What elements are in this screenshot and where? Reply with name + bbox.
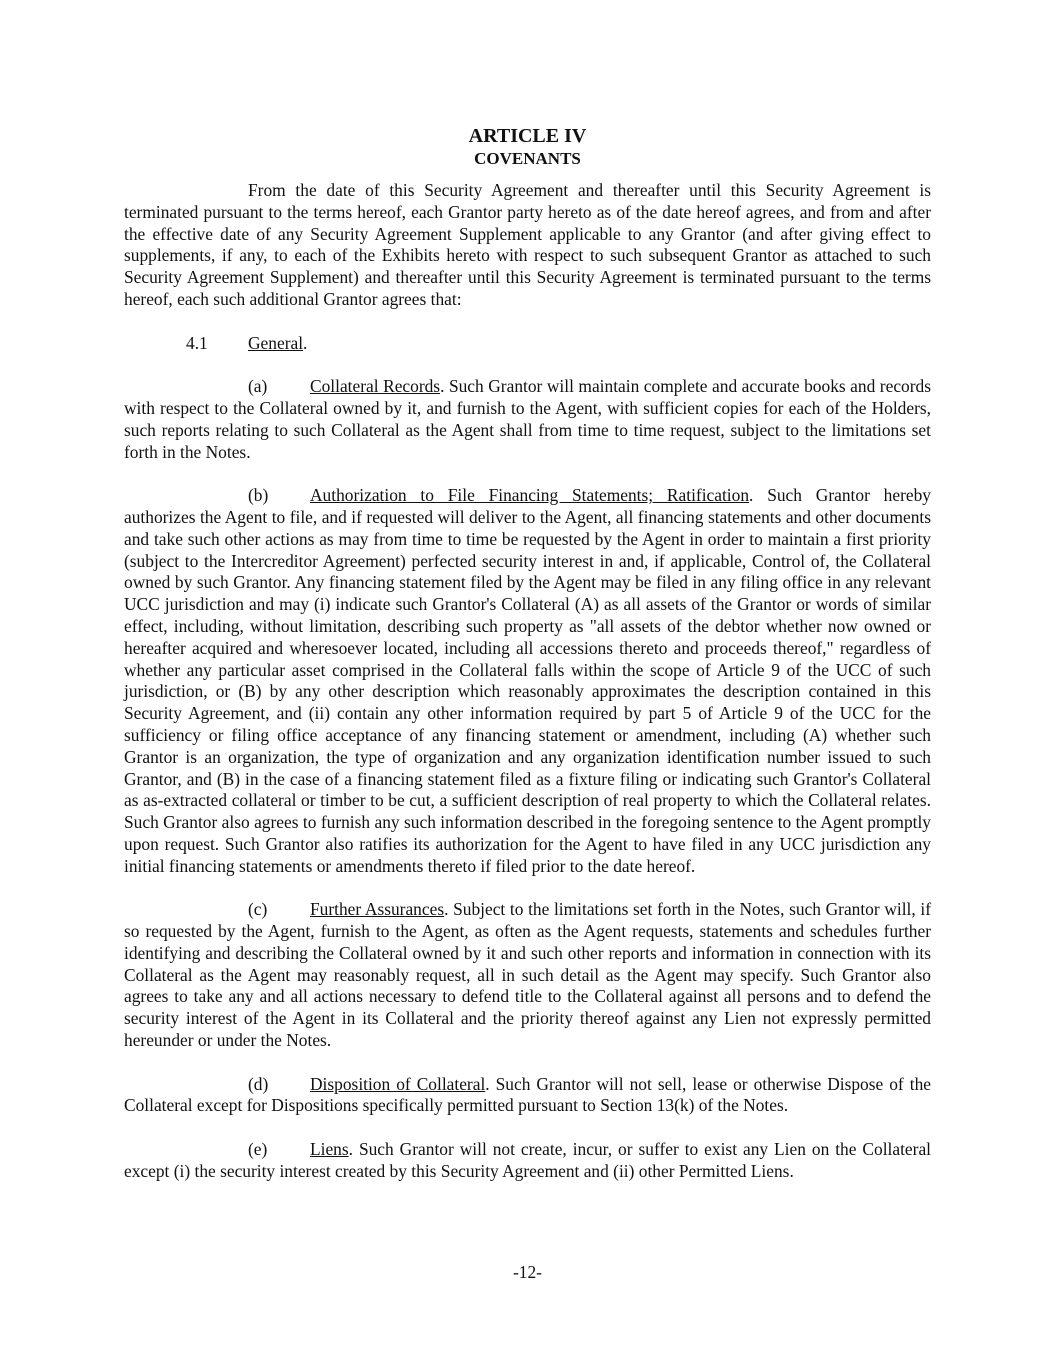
section-number: 4.1	[186, 332, 208, 353]
paragraph-a	[124, 376, 931, 463]
paragraph-text: . Such Grantor will not create, incur, or suffer to exist any Lien on the Collateral except (i) the security interest created by this Security Agreement and (ii) other Permitted Liens.	[124, 1139, 931, 1181]
paragraph-heading: Authorization to File Financing Statements; Ratification	[310, 485, 750, 506]
paragraph-label: (a)	[248, 376, 268, 397]
paragraph-text: . Such Grantor will not sell, lease or otherwise Dispose of the Collateral except for Dispositions specifically permitted pursuant to Section 13(k) of the Notes.	[124, 1073, 931, 1116]
paragraph-label: (b)	[248, 485, 269, 506]
document-page	[124, 124, 931, 1204]
paragraph-text: . Such Grantor will maintain complete and accurate books and records with respect to the Collateral owned by it, and furnish to the Agent, with sufficient copies for each of the Holders, such reports relating to such Collateral as the Agent shall from time to time request, subject to the limitations set forth in the Notes.	[124, 376, 931, 462]
paragraph-heading: Disposition of Collateral	[310, 1073, 486, 1094]
paragraph-heading: Liens	[310, 1139, 349, 1160]
paragraph-label: (d)	[248, 1073, 269, 1094]
article-title: ARTICLE IV	[468, 125, 587, 147]
section-heading	[124, 333, 931, 355]
article-subtitle: COVENANTS	[474, 149, 581, 168]
intro-paragraph: From the date of this Security Agreement and thereafter until this Security Agreement is terminated pursuant to the terms hereof, each Grantor party hereto as of the date hereof agrees, and from and after the effective date of any Security Agreement Supplement applicable to any Grantor (and after giving effect to supplements, if any, to each of the Exhibits hereto with respect to such subsequent Grantor as attached to such Security Agreement Supplement) and thereafter until this Security Agreement is terminated pursuant to the terms hereof, each such additional Grantor agrees that:	[124, 180, 931, 309]
paragraph-label: (c)	[248, 899, 268, 920]
paragraph-heading: Further Assurances	[310, 899, 445, 920]
paragraph-b	[124, 485, 931, 877]
paragraph-d	[124, 1074, 931, 1118]
paragraph-label: (e)	[248, 1139, 268, 1160]
paragraph-text: . Such Grantor hereby authorizes the Agent to file, and if requested will deliver to the Agent, all financing statements and other documents and take such other actions as may from time to time be requested by the Agent in order to maintain a first priority (subject to the Intercreditor Agreement) perfected security interest in and, if applicable, Control of, the Collateral owned by such Grantor. Any financing statement filed by the Agent may be filed in any filing office in any relevant UCC jurisdiction and may (i) indicate such Grantor's Collateral (A) as all assets of the Grantor or words of similar effect, including, without limitation, describing such property as "all assets of the debtor whether now owned or hereafter acquired and wheresoever located, including all accessions thereto and proceeds thereof," regardless of whether any particular asset comprised in the Collateral falls within the scope of Article 9 of the UCC of such jurisdiction, or (B) by any other description which reasonably approximates the description contained in this Security Agreement, and (ii) contain any other information required by part 5 of Article 9 of the UCC for the sufficiency or filing office acceptance of any financing statement or amendment, including (A) whether such Grantor is an organization, the type of organization and any organization identification number issued to such Grantor, and (B) in the case of a financing statement filed as a fixture filing or indicating such Grantor's Collateral as as-extracted collateral or timber to be cut, a sufficient description of real property to which the Collateral relates. Such Grantor also agrees to furnish any such information described in the foregoing sentence to the Agent promptly upon request. Such Grantor also ratifies its authorization for the Agent to have filed in any UCC jurisdiction any initial financing statements or amendments thereto if filed prior to the date hereof.	[124, 485, 931, 876]
section-title: General	[248, 332, 304, 353]
page-number: -12-	[513, 1262, 542, 1282]
section-title-punct: .	[303, 332, 308, 353]
paragraph-heading: Collateral Records	[310, 376, 441, 397]
paragraph-text: . Subject to the limitations set forth in the Notes, such Grantor will, if so requested by the Agent, furnish to the Agent, as often as the Agent requests, statements and schedules further identifying and describing the Collateral owned by it and such other reports and information in connection with its Collateral as the Agent may reasonably request, all in such detail as the Agent may specify. Such Grantor also agrees to take any and all actions necessary to defend title to the Collateral against all persons and to defend the security interest of the Agent in its Collateral and the priority thereof against any Lien not expressly permitted hereunder or under the Notes.	[124, 899, 931, 1051]
paragraph-e	[124, 1139, 931, 1183]
paragraph-c	[124, 899, 931, 1052]
